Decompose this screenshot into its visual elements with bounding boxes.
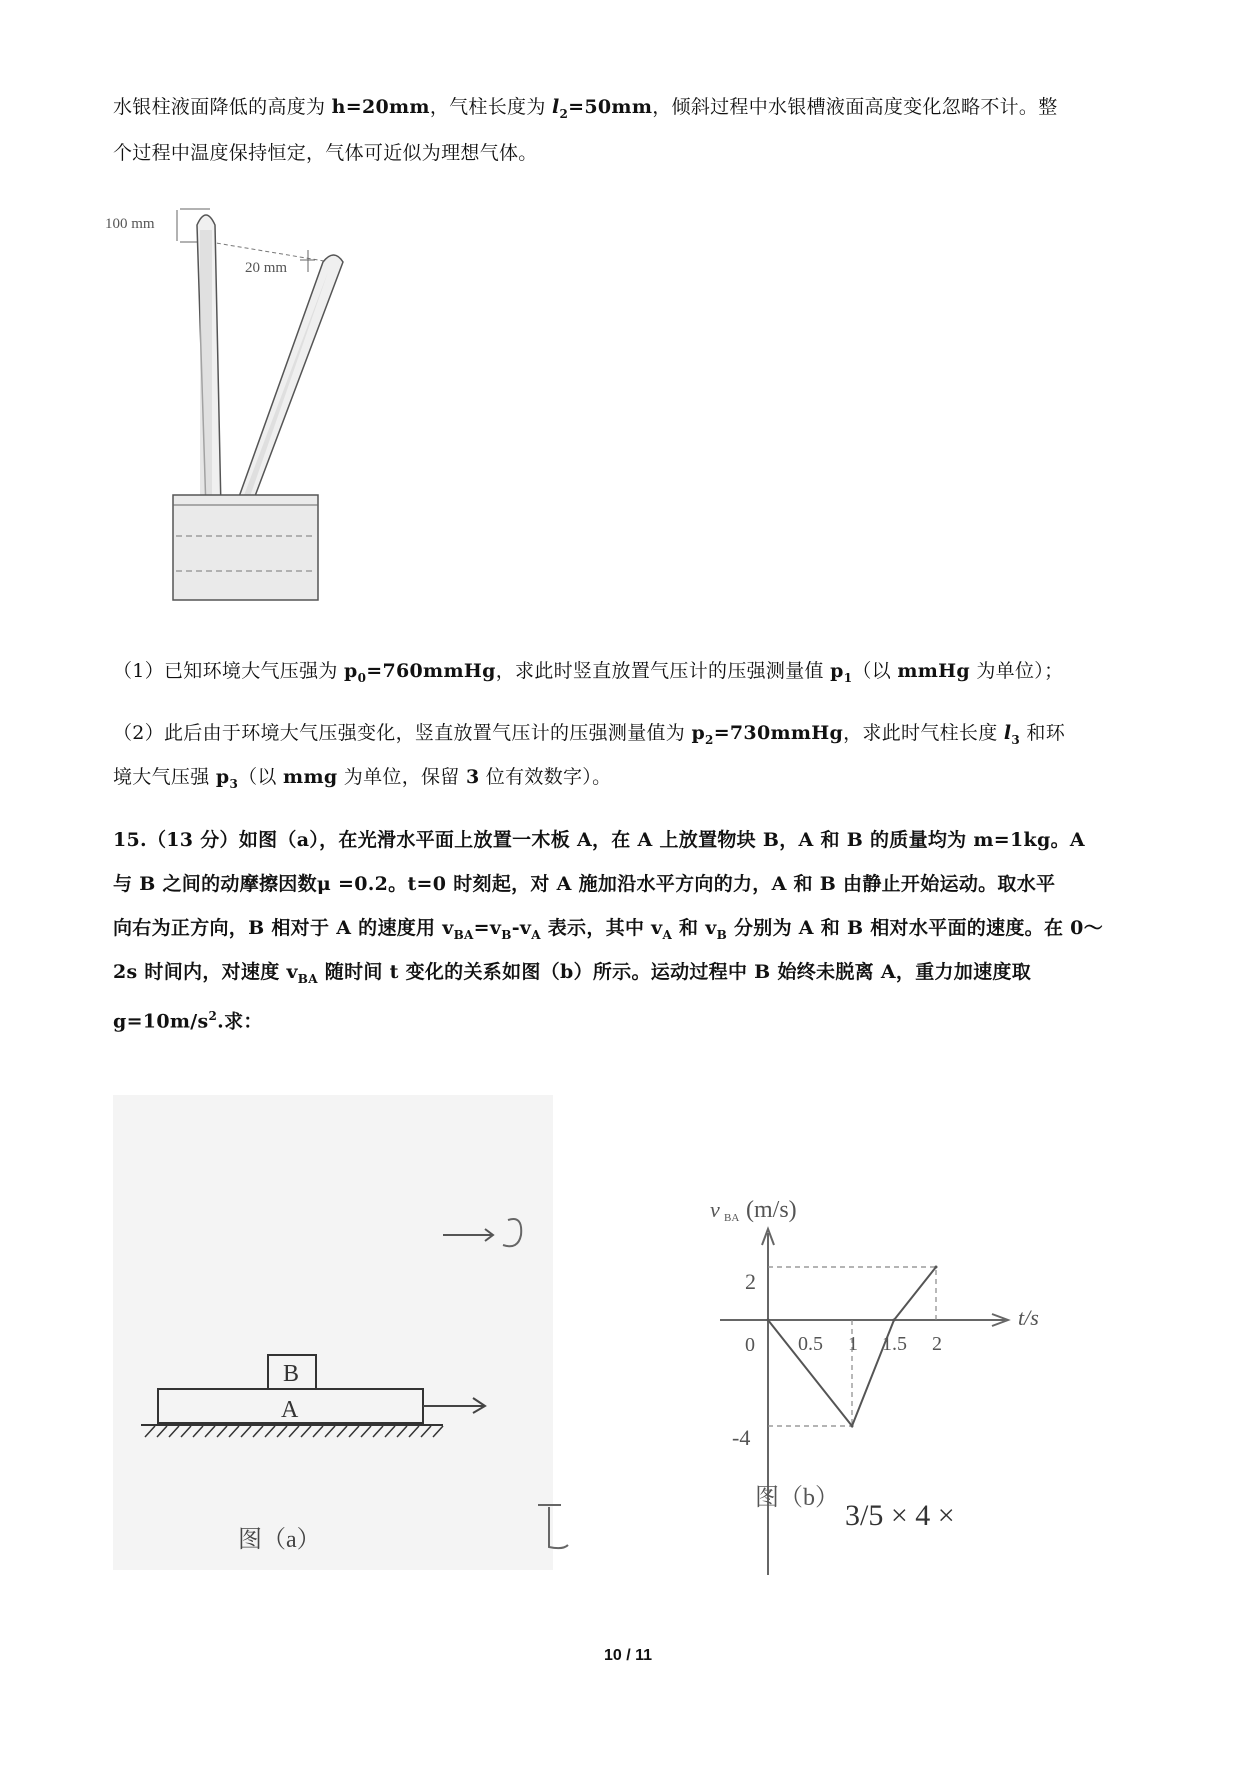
- figure-b-caption: 图（b）: [755, 1485, 839, 1511]
- question-15-line-5: $g=10m/s^2$.求：: [113, 1009, 263, 1033]
- x-tick-label: 2: [932, 1333, 942, 1355]
- label-20mm: 20 mm: [245, 260, 288, 276]
- figure-a-caption: 图（a）: [238, 1527, 321, 1553]
- paragraph-line-2: 个过程中温度保持恒定，气体可近似为理想气体。: [113, 142, 538, 164]
- label-100mm: 100 mm: [105, 216, 155, 232]
- figure-b-chart: [700, 1185, 1120, 1615]
- x-tick-label: 1: [848, 1333, 858, 1355]
- data-point: [935, 1266, 938, 1269]
- x-tick-label: 0.5: [798, 1333, 823, 1355]
- data-point: [767, 1319, 770, 1322]
- x-ticks: [798, 1333, 942, 1355]
- question-15-line-2: 与 B 之间的动摩擦因数μ =0.2。t=0 时刻起，对 A 施加沿水平方向的力，A 和 B 由静止开始运动。取水平: [113, 873, 1056, 895]
- data-point: [851, 1425, 854, 1428]
- question-2-line-1: （2）此后由于环境大气压强变化，竖直放置气压计的压强测量值为 $p_2=730mmHg$，求此时气柱长度 $l_3$ 和环: [113, 722, 1066, 747]
- mercury-trough: [173, 495, 318, 600]
- y-axis-label-unit: (m/s): [746, 1197, 797, 1223]
- data-point: [893, 1319, 896, 1322]
- question-1: （1）已知环境大气压强为 $p_0=760mmHg$，求此时竖直放置气压计的压强测量值 $p_1$（以 mmHg 为单位）；: [113, 660, 1064, 685]
- ground-hatching: [145, 1426, 443, 1437]
- y-axis-label-sub: BA: [724, 1212, 740, 1224]
- question-15-line-4: 2s 时间内，对速度 $v_{BA}$ 随时间 t 变化的关系如图（b）所示。运动过程中 B 始终未脱离 A，重力加速度取: [113, 961, 1032, 986]
- question-15-line-1: 15.（13 分）如图（a），在光滑水平面上放置一木板 A，在 A 上放置物块 B，A 和 B 的质量均为 m=1kg。A: [113, 829, 1085, 851]
- x-axis-label: t/s: [1018, 1305, 1039, 1330]
- origin-label: 0: [745, 1334, 755, 1356]
- x-tick-label: 1.5: [882, 1333, 907, 1355]
- force-arrow: [423, 1398, 485, 1413]
- y-tick-neg: -4: [732, 1425, 751, 1450]
- y-axis-label-symbol: v: [710, 1197, 720, 1222]
- handwritten-note: 3/5 × 4 ×: [845, 1499, 955, 1532]
- figure-a-diagram: [113, 1095, 713, 1570]
- block-b-label: B: [283, 1361, 300, 1387]
- paragraph-line-1: 水银柱液面降低的高度为 h=20mm，气柱长度为 $l_2=50mm$，倾斜过程中水银槽液面高度变化忽略不计。整: [113, 96, 1058, 121]
- board-a-label: A: [281, 1397, 299, 1423]
- figure-a-panel: [113, 1095, 553, 1570]
- question-15-line-3: 向右为正方向，B 相对于 A 的速度用 $v_{BA}=v_B-v_A$ 表示，其中 $v_A$ 和 $v_B$ 分别为 A 和 B 相对水平面的速度。在 0～: [113, 917, 1103, 942]
- barometer-figure: [100, 190, 420, 610]
- question-2-line-2: 境大气压强 $p_3$（以 mmg 为单位，保留 3 位有效数字）。: [113, 766, 612, 791]
- page-number: 10 / 11: [603, 1647, 653, 1664]
- y-tick-pos: 2: [745, 1269, 756, 1294]
